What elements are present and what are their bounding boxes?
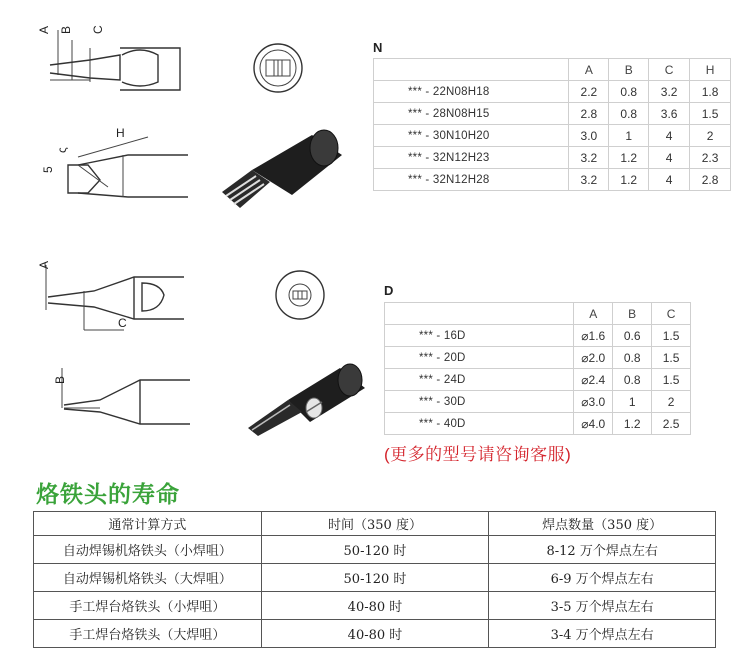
value-cell: 3.2 bbox=[569, 169, 609, 191]
value-cell: 0.6 bbox=[613, 325, 652, 347]
model-cell: *** - 24D bbox=[385, 369, 574, 391]
header-cell: B bbox=[613, 303, 652, 325]
hours-cell: 50-120 时 bbox=[261, 564, 489, 592]
n-tip-3d-illustration bbox=[212, 120, 352, 220]
method-cell: 自动焊锡机烙铁头（小焊咀） bbox=[34, 536, 262, 564]
n-table-header bbox=[374, 59, 731, 81]
header-cell: 通常计算方式 bbox=[34, 512, 262, 536]
value-cell: 1.2 bbox=[613, 413, 652, 435]
header-cell: 焊点数量（350 度） bbox=[489, 512, 716, 536]
value-cell: 2.8 bbox=[690, 169, 731, 191]
value-cell: 3.2 bbox=[569, 147, 609, 169]
value-cell: 2.3 bbox=[690, 147, 731, 169]
model-cell: *** - 30N10H20 bbox=[374, 125, 569, 147]
model-cell: *** - 16D bbox=[385, 325, 574, 347]
header-cell bbox=[385, 303, 574, 325]
value-cell: 0.8 bbox=[609, 103, 649, 125]
d-tip-3d-illustration bbox=[240, 360, 370, 440]
joints-cell: 3-5 万个焊点左右 bbox=[489, 592, 716, 620]
d-tip-front-drawing bbox=[34, 255, 209, 340]
value-cell: ⌀2.4 bbox=[574, 369, 613, 391]
model-cell: *** - 32N12H28 bbox=[374, 169, 569, 191]
value-cell: 0.8 bbox=[613, 369, 652, 391]
model-cell: *** - 40D bbox=[385, 413, 574, 435]
value-cell: ⌀1.6 bbox=[574, 325, 613, 347]
header-cell bbox=[374, 59, 569, 81]
dim-label-sigma: ς bbox=[55, 147, 69, 153]
value-cell: 2.8 bbox=[569, 103, 609, 125]
table-row bbox=[374, 147, 731, 169]
table-row bbox=[34, 564, 716, 592]
joints-cell: 3-4 万个焊点左右 bbox=[489, 620, 716, 648]
tip-life-table bbox=[33, 511, 716, 648]
model-cell: *** - 28N08H15 bbox=[374, 103, 569, 125]
value-cell: 3.2 bbox=[649, 81, 690, 103]
value-cell: 0.8 bbox=[609, 81, 649, 103]
value-cell: 1.5 bbox=[652, 347, 691, 369]
value-cell: ⌀4.0 bbox=[574, 413, 613, 435]
table-row bbox=[374, 103, 731, 125]
value-cell: 4 bbox=[649, 169, 690, 191]
hours-cell: 40-80 时 bbox=[261, 592, 489, 620]
joints-cell: 8-12 万个焊点左右 bbox=[489, 536, 716, 564]
n-tip-front-drawing bbox=[30, 20, 210, 110]
dim-label-c: C bbox=[91, 25, 105, 34]
value-cell: 1.2 bbox=[609, 147, 649, 169]
table-row bbox=[34, 592, 716, 620]
table-row bbox=[385, 347, 691, 369]
value-cell: 1.2 bbox=[609, 169, 649, 191]
model-cell: *** - 22N08H18 bbox=[374, 81, 569, 103]
value-cell: 2.5 bbox=[652, 413, 691, 435]
header-cell: C bbox=[652, 303, 691, 325]
d-tip-end-view bbox=[272, 267, 328, 323]
header-cell: B bbox=[609, 59, 649, 81]
dim-label-b: B bbox=[59, 25, 73, 34]
n-spec-table bbox=[373, 58, 731, 191]
value-cell: 1.5 bbox=[652, 325, 691, 347]
value-cell: ⌀3.0 bbox=[574, 391, 613, 413]
value-cell: 1 bbox=[609, 125, 649, 147]
value-cell: 4 bbox=[649, 147, 690, 169]
dim-label-b: B bbox=[53, 375, 67, 384]
header-cell: 时间（350 度） bbox=[261, 512, 489, 536]
value-cell: 3.6 bbox=[649, 103, 690, 125]
n-tip-end-view bbox=[248, 38, 308, 98]
joints-cell: 6-9 万个焊点左右 bbox=[489, 564, 716, 592]
header-cell: H bbox=[690, 59, 731, 81]
value-cell: 0.8 bbox=[613, 347, 652, 369]
value-cell: 1 bbox=[613, 391, 652, 413]
n-tip-side-drawing bbox=[38, 125, 218, 220]
table-row bbox=[34, 620, 716, 648]
value-cell: 2.2 bbox=[569, 81, 609, 103]
d-tip-side-drawing bbox=[40, 360, 210, 435]
table-row bbox=[374, 169, 731, 191]
hours-cell: 40-80 时 bbox=[261, 620, 489, 648]
value-cell: 1.5 bbox=[652, 369, 691, 391]
hours-cell: 50-120 时 bbox=[261, 536, 489, 564]
life-table-header bbox=[34, 512, 716, 536]
d-table-title: D bbox=[384, 283, 394, 298]
contact-notice: (更多的型号请咨询客服) bbox=[384, 445, 572, 464]
model-cell: *** - 32N12H23 bbox=[374, 147, 569, 169]
dim-label-h: H bbox=[116, 126, 125, 140]
dim-label-a: A bbox=[37, 25, 51, 34]
header-cell: A bbox=[569, 59, 609, 81]
table-row bbox=[385, 325, 691, 347]
dim-label-a: A bbox=[37, 260, 51, 269]
table-row bbox=[385, 369, 691, 391]
dim-label-5: 5 bbox=[41, 166, 55, 173]
life-section-title: 烙铁头的寿命 bbox=[36, 481, 180, 507]
method-cell: 自动焊锡机烙铁头（大焊咀） bbox=[34, 564, 262, 592]
table-row bbox=[374, 125, 731, 147]
value-cell: 1.5 bbox=[690, 103, 731, 125]
model-cell: *** - 20D bbox=[385, 347, 574, 369]
table-row bbox=[385, 413, 691, 435]
value-cell: 2 bbox=[690, 125, 731, 147]
value-cell: 4 bbox=[649, 125, 690, 147]
dim-label-c: C bbox=[118, 316, 127, 330]
header-cell: C bbox=[649, 59, 690, 81]
table-row bbox=[385, 391, 691, 413]
method-cell: 手工焊台烙铁头（大焊咀） bbox=[34, 620, 262, 648]
value-cell: 3.0 bbox=[569, 125, 609, 147]
d-spec-table bbox=[384, 302, 691, 435]
value-cell: 2 bbox=[652, 391, 691, 413]
d-table-header bbox=[385, 303, 691, 325]
value-cell: 1.8 bbox=[690, 81, 731, 103]
n-table-title: N bbox=[373, 40, 383, 55]
value-cell: ⌀2.0 bbox=[574, 347, 613, 369]
table-row bbox=[34, 536, 716, 564]
model-cell: *** - 30D bbox=[385, 391, 574, 413]
table-row bbox=[374, 81, 731, 103]
method-cell: 手工焊台烙铁头（小焊咀） bbox=[34, 592, 262, 620]
header-cell: A bbox=[574, 303, 613, 325]
